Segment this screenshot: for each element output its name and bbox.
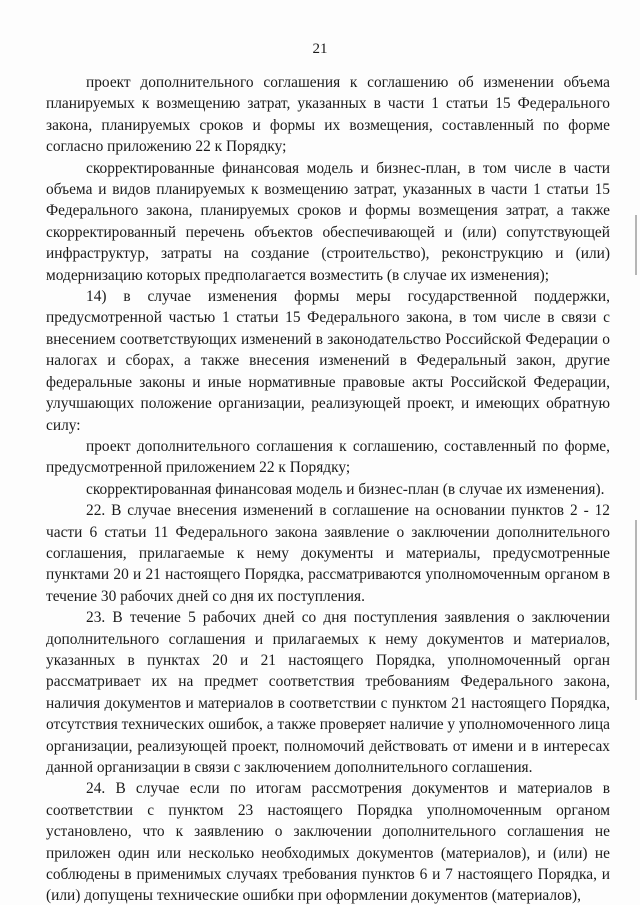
paragraph-item-23: 23. В течение 5 рабочих дней со дня поступления заявления о заключении дополнительного соглашения и прилагаемых к нему документов и материалов, указанных в пунктах 20 и 21 настоящего Порядка, уполномоченный орган рассматривает их на предмет соответствия требованиям Федерального закона, наличия документов и материалов в соответствии с пунктом 21 настоящего Порядка, отсутствия технических ошибок, а также проверяет наличие у уполномоченного лица организации, реализующей проект, полномочий действовать от имени и в интересах данной организации в связи с заключением дополнительного соглашения. <box>46 609 610 776</box>
paragraph-item-22: 22. В случае внесения изменений в соглашение на основании пунктов 2 - 12 части 6 статьи 11 Федерального закона заявление о заключении дополнительного соглашения, прилагаемые к нему документы и материалы, предусмотренные пунктами 20 и 21 настоящего Порядка, рассматриваются уполномоченным органом в течение 30 рабочих дней со дня их поступления. <box>46 502 610 605</box>
document-body <box>46 72 610 907</box>
page-number: 21 <box>312 41 328 57</box>
paragraph-adjusted-financial-model: скорректированные финансовая модель и бизнес-план, в том числе в части объема и видов планируемых к возмещению затрат, указанных в части 1 статьи 15 Федерального закона, планируемых сроков и формы возмещения затрат, а также скорректированный перечень объектов обеспечивающей и (или) сопутствующей инфраструктур, затраты на создание (строительство), реконструкцию и (или) модернизацию которых предполагается возместить (в случае их изменения); <box>46 159 610 284</box>
paragraph-adjusted-business-plan: скорректированная финансовая модель и бизнес-план (в случае их изменения). <box>86 480 605 498</box>
paragraph-draft-agreement-costs: проект дополнительного соглашения к соглашению об изменении объема планируемых к возмещению затрат, указанных в части 1 статьи 15 Федерального закона, планируемых сроков и формы их возмещения, составленный по форме согласно приложению 22 к Порядку; <box>46 74 610 156</box>
paragraph-item-24: 24. В случае если по итогам рассмотрения документов и материалов в соответствии с пунктом 23 настоящего Порядка уполномоченным органом установлено, что к заявлению о заключении дополнительного соглашения не приложен один или несколько необходимых документов (материалов), и (или) не соблюдены в применимых случаях требования пунктов 6 и 7 настоящего Порядка, и (или) допущены технические ошибки при оформлении документов (материалов), <box>46 780 610 905</box>
scan-edge-mark <box>635 520 637 700</box>
scan-edge-mark <box>635 215 637 275</box>
paragraph-draft-agreement-form: проект дополнительного соглашения к соглашению, составленный по форме, предусмотренной приложением 22 к Порядку; <box>46 437 610 477</box>
paragraph-item-14: 14) в случае изменения формы меры государственной поддержки, предусмотренной частью 1 статьи 15 Федерального закона, в том числе в связи с внесением соответствующих изменений в законодательство Российской Федерации о налогах и сборах, а также внесения изменений в Федеральный закон, другие федеральные законы и иные нормативные правовые акты Российской Федерации, улучшающих положение организации, реализующей проект, и имеющих обратную силу: <box>46 288 610 434</box>
